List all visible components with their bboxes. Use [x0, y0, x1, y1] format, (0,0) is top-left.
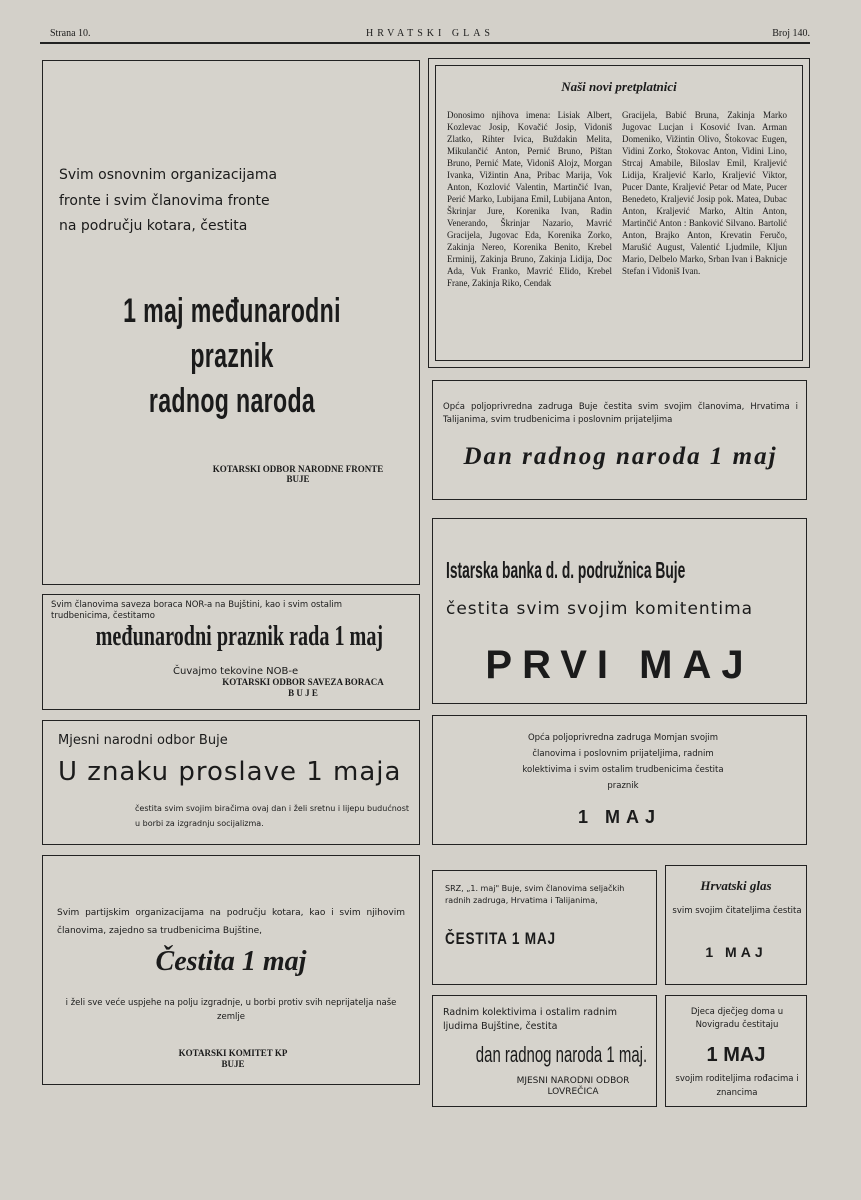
ad-mjesni-odbor-buje	[42, 720, 420, 845]
ad-title: Hrvatski glas	[700, 878, 772, 893]
ad-headline	[113, 289, 351, 424]
newspaper-title: HRVATSKI GLAS	[366, 28, 494, 39]
signature-line-1: KOTARSKI ODBOR NARODNE FRONTE	[212, 464, 384, 474]
ad-bank-name: Istarska banka d. d. podružnica Buje	[446, 557, 686, 583]
signature-line-1: MJESNI NARODNI ODBOR	[516, 1076, 630, 1086]
signature-line-1: KOTARSKI ODBOR SAVEZA BORACA	[222, 677, 384, 687]
signature-line-2: BUJE	[221, 1059, 245, 1069]
ad-text: svim svojim čitateljima čestita	[672, 906, 802, 916]
ad-text: Radnim kolektivima i ostalim radnim ljudima Bujštine, čestita	[443, 1007, 618, 1032]
subscribers-col-1: Donosimo njihova imena: Lisiak Albert, Kozlevac Josip, Kovačić Josip, Vidoniš Zlatko, Rihter Ivica, Buždakin Melita, Mikulančić Anton, Pernić Bruno, Pištan Bruno, Pernić Mate, Vidoniš Alojz, Morgan Ivanka, Vižintin Ana, Pribac Marija, Vok Anton, Kozlović Valentin, Martinčić Ivan, Perić Marko, Lubijana Emil, Lubijana Anton, Škrinjar Jure, Korenika Ivan, Radin Venerando, Škrinjar Nazario, Mavrić Gracijela, Jugovac Eda, Korenika Zorko, Zakinja Nereo, Korenika Benito, Krebel Erminij, Zakinja Bruno, Zakinja Lidija, Doc Ada, Vuk Franko, Mavrić Elido, Krebel Frane, Zakinja Riko, Cendak	[447, 110, 612, 288]
subscribers-title: Naši novi pretplatnici	[561, 79, 677, 94]
signature-line-2: B U J E	[288, 688, 318, 698]
ad-greeting: Svim osnovnim organizacijama fronte i svim članovima fronte na području kotara, čestita	[59, 167, 278, 234]
ad-headline: dan radnog naroda 1 maj.	[475, 1042, 648, 1067]
ad-text: čestita svim svojim biračima ovaj dan i želi sretnu i lijepu budućnost u borbi za izgradnju socijalizma.	[135, 804, 409, 828]
ad-text-2: svojim roditeljima rođacima i znancima	[675, 1074, 799, 1098]
issue-number: Broj 140.	[772, 28, 810, 39]
ad-signature	[193, 677, 413, 699]
ad-headline: 1 MAJ	[706, 1044, 766, 1066]
signature-line-2: BUJE	[286, 474, 310, 484]
headline-line-1: 1 maj međunarodni praznik	[123, 292, 341, 375]
subscribers-col-2: Gracijela, Babić Bruna, Zakinja Marko Jugovac Lucjan i Kosović Ivan. Arman Domeniko, Vižintin Olivo, Štokovac Eugen, Vidini Zorko, Štokovac Anton, Vidini Lino, Strcaj Amabile, Biloslav Emil, Kraljević Lidija, Kraljević Karlo, Kraljević Viktor, Pucer Dante, Kraljević Petar od Mate, Pucer Benedeto, Kraljević Josip pok. Matea, Dubac Anton, Kraljević Marko, Altin Anton, Martinčić Anton : Banković Silvano. Bartolić Anton, Brajko Anton, Krevatin Feručo, Marušić August, Valentić Ljudmile, Kljun Mario, Delbelo Marko, Srban Ivan i Baknicje Stefan i Vidoniš Ivan.	[622, 110, 787, 276]
ad-text: Djeca dječjeg doma u Novigradu čestitaju	[690, 1007, 784, 1030]
ad-headline: međunarodni praznik rada 1 maj	[95, 621, 384, 652]
headline-line-2: radnog naroda	[148, 382, 316, 420]
ad-headline: U znaku proslave 1 maja	[58, 757, 402, 787]
ad-text: Opća poljoprivredna zadruga Buje čestita svim svojim članovima, Hrvatima i Talijanima, svim trudbenicima i poslovnim prijateljima	[443, 402, 798, 425]
signature-line-1: KOTARSKI KOMITET KP	[178, 1048, 288, 1058]
header-rule	[40, 42, 810, 44]
ad-istarska-banka	[432, 518, 807, 704]
ad-headline: Čestita 1 maj	[155, 946, 307, 977]
ad-signature	[193, 464, 403, 484]
ad-hrvatski-glas	[665, 865, 807, 985]
ad-signature	[103, 1048, 363, 1070]
ad-djecji-dom	[665, 995, 807, 1107]
ad-subtext: Čuvajmo tekovine NOB-e	[173, 666, 299, 677]
page-number: Strana 10.	[50, 28, 91, 39]
ad-zadruga-buje	[432, 380, 807, 500]
ad-komitet-kp	[42, 855, 420, 1085]
ad-text: Opća poljoprivredna zadruga Momjan svojim članovima i poslovnim prijateljima, radnim kolektivima i svim ostalim trudbenicima čestita praznik	[522, 733, 724, 791]
signature-line-2: LOVREČICA	[547, 1087, 599, 1097]
ad-srz-1-maj	[432, 870, 657, 985]
subscribers-columns	[447, 109, 787, 289]
ad-headline: 1 MAJ	[577, 807, 661, 827]
ad-headline: 1 MAJ	[705, 944, 767, 960]
ad-zadruga-momjan	[432, 715, 807, 845]
subscribers-box	[428, 58, 810, 368]
ad-text: Svim partijskim organizacijama na području kotara, kao i svim njihovim članovima, zajedno sa trudbenicima Bujštine,	[57, 908, 405, 936]
ad-headline: PRVI MAJ	[485, 643, 754, 687]
ad-text: SRZ, „1. maj" Buje, svim članovima seljačkih radnih zadruga, Hrvatima i Talijanima,	[445, 884, 625, 905]
ad-text: Svim članovima saveza boraca NOR-a na Bujštini, kao i svim ostalim trudbenicima, čestitamo	[51, 600, 343, 621]
ad-greeting: čestita svim svojim komitentima	[446, 599, 754, 619]
ad-signature	[493, 1076, 653, 1098]
ad-sender: Mjesni narodni odbor Buje	[58, 733, 228, 748]
ad-headline: ČESTITA 1 MAJ	[445, 929, 556, 948]
ad-lovrecica	[432, 995, 657, 1107]
ad-headline: Dan radnog naroda 1 maj	[463, 443, 778, 470]
ad-kotarski-odbor-fronte	[42, 60, 420, 585]
ad-wish: i želi sve veće uspjehe na polju izgradnje, u borbi protiv svih neprijatelja naše zemlje	[65, 998, 397, 1022]
ad-savez-boraca	[42, 594, 420, 710]
